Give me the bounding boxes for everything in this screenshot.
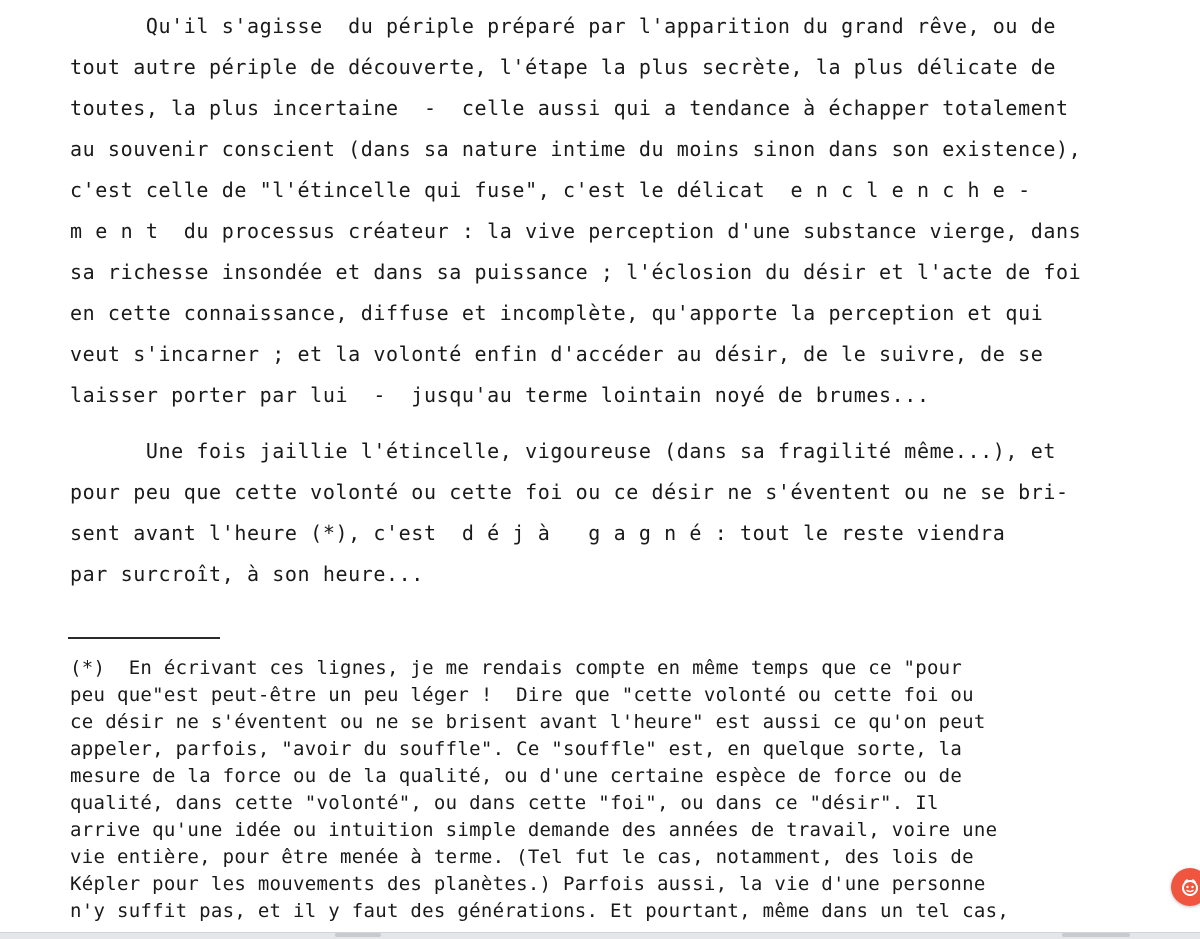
paragraph-2-line-3: sent avant l'heure (*), c'est d é j à g a g n é : tout le reste viendra: [70, 521, 1006, 545]
paragraph-1-line-7: sa richesse insondée et dans sa puissance ; l'éclosion du désir et l'acte de foi: [70, 260, 1082, 284]
paragraph-1-line-4: au souvenir conscient (dans sa nature intime du moins sinon dans son existence),: [70, 137, 1082, 161]
paragraph-1-line-8: en cette connaissance, diffuse et incomplète, qu'apporte la perception et qui: [70, 301, 1044, 325]
footnote-line-5: mesure de la force ou de la qualité, ou d'une certaine espèce de force ou de: [70, 765, 963, 787]
paragraph-1-line-10: laisser porter par lui - jusqu'au terme lointain noyé de brumes...: [70, 383, 930, 407]
paragraph-1-line-2: tout autre périple de découverte, l'étape la plus secrète, la plus délicate de: [70, 55, 1056, 79]
footnote-line-4: appeler, parfois, "avoir du souffle". Ce "souffle" est, en quelque sorte, la: [70, 738, 963, 760]
paragraph-2-line-4: par surcroît, à son heure...: [70, 562, 424, 586]
footnote-line-1: (*) En écrivant ces lignes, je me rendais compte en même temps que ce "pour: [70, 657, 963, 679]
paragraph-1-line-6: m e n t du processus créateur : la vive perception d'une substance vierge, dans: [70, 219, 1082, 243]
footnote-line-3: ce désir ne s'éventent ou ne se brisent avant l'heure" est aussi ce qu'on peut: [70, 711, 986, 733]
scrollbar-thumb[interactable]: [335, 933, 381, 937]
paragraph-2-line-1: Une fois jaillie l'étincelle, vigoureuse (dans sa fragilité même...), et: [70, 439, 1056, 463]
footnote-line-9: Képler pour les mouvements des planètes.) Parfois aussi, la vie d'une personne: [70, 873, 986, 895]
footnote-line-8: vie entière, pour être menée à terme. (Tel fut le cas, notamment, des lois de: [70, 846, 974, 868]
assistant-face-icon: [1180, 877, 1200, 897]
footnote-separator: [68, 637, 220, 639]
footnote-line-10: n'y suffit pas, et il y faut des générations. Et pourtant, même dans un tel cas,: [70, 900, 1010, 922]
footnote-line-7: arrive qu'une idée ou intuition simple demande des années de travail, voire une: [70, 819, 998, 841]
paragraph-2-line-2: pour peu que cette volonté ou cette foi ou ce désir ne s'éventent ou ne se bri-: [70, 480, 1069, 504]
paragraph-1-line-1: Qu'il s'agisse du périple préparé par l'apparition du grand rêve, ou de: [70, 14, 1056, 38]
footnote-line-6: qualité, dans cette "volonté", ou dans cette "foi", ou dans ce "désir". Il: [70, 792, 939, 814]
scrollbar-thumb-secondary[interactable]: [1062, 933, 1130, 937]
paragraph-1-line-9: veut s'incarner ; et la volonté enfin d'accéder au désir, de le suivre, de se: [70, 342, 1044, 366]
footnote-line-2: peu que"est peut-être un peu léger ! Dire que "cette volonté ou cette foi ou: [70, 684, 974, 706]
paragraph-1-line-5: c'est celle de "l'étincelle qui fuse", c'est le délicat e n c l e n c h e -: [70, 178, 1031, 202]
paragraph-1-line-3: toutes, la plus incertaine - celle aussi qui a tendance à échapper totalement: [70, 96, 1069, 120]
